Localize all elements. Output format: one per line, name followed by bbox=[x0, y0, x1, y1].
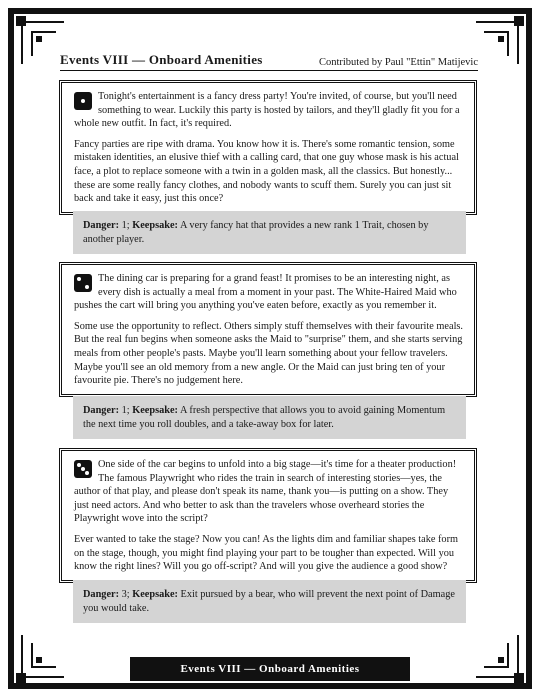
danger-value: 3; bbox=[121, 589, 130, 600]
keepsake-text: A fresh perspective that allows you to avoid gaining Momentum the next time you roll doubles, and a take-away box for later. bbox=[83, 405, 446, 430]
event-card-3 bbox=[59, 448, 477, 583]
danger-label: Danger: bbox=[83, 405, 120, 416]
contributor-credit: Contributed by Paul "Ettin" Matijevic bbox=[318, 57, 478, 68]
footer-banner bbox=[130, 657, 410, 681]
page-title: Events VIII — Onboard Amenities bbox=[60, 52, 263, 67]
keepsake-label: Keepsake: bbox=[132, 405, 178, 416]
event-1-paragraph-1: Tonight's entertainment is a fancy dress party! You're invited, of course, but you'll need something to wear. Luckily this party is hosted by tailors, and they'll gladly fit you for a whole new outfit. In fact, it's required. bbox=[74, 91, 460, 130]
corner-ornament-bottom-right bbox=[468, 627, 530, 689]
keepsake-text: A very fancy hat that provides a new rank 1 Trait, chosen by another player. bbox=[83, 220, 429, 245]
event-2-paragraph-2: Some use the opportunity to reflect. Others simply stuff themselves with their favourite meals. But the real fun begins when someone asks the Maid to "surprise" them, and she starts serving meals from other people's pasts. Maybe you'll learn something about your fellow travelers. Maybe you'll see an old memory from a new angle. Or the Maid can just bring ten of your favourite pie. There's no judgement here. bbox=[74, 320, 464, 387]
die-two-icon bbox=[74, 274, 92, 292]
die-one-icon bbox=[74, 92, 92, 110]
event-3-danger-box bbox=[73, 580, 466, 623]
danger-value: 1; bbox=[121, 405, 130, 416]
danger-label: Danger: bbox=[83, 220, 120, 231]
event-1-paragraph-2: Fancy parties are ripe with drama. You know how it is. There's some romantic tension, some mistaken identities, an elusive thief with a calling card, that one guy whose mask is his actual face, a plot to replace someone with a twin in a golden mask, all the classics. But honestly... these are some really fancy clothes, and nobody wants to scuff them. Surely you can just sit back and take it easy, just this once? bbox=[74, 138, 459, 205]
danger-label: Danger: bbox=[83, 589, 120, 600]
event-2-paragraph-1: The dining car is preparing for a grand feast! It promises to be an interesting night, as every dish is actually a meal from a moment in your past. The White-Haired Maid who pushes the cart will bring you anything you've eaten before, exactly as you remember it. bbox=[74, 273, 457, 312]
keepsake-text: Exit pursued by a bear, who will prevent the next point of Damage you would take. bbox=[83, 589, 455, 614]
danger-value: 1; bbox=[121, 220, 130, 231]
keepsake-label: Keepsake: bbox=[132, 220, 178, 231]
event-3-paragraph-2: Ever wanted to take the stage? Now you can! As the lights dim and familiar shapes take form on the stage, though, you might find playing your part to be tougher than expected. Will you know the right lines? Will you go off-script? And will you give the audience a good show? bbox=[74, 533, 459, 573]
event-card-2 bbox=[59, 262, 477, 397]
event-2-danger-box bbox=[73, 396, 466, 439]
corner-ornament-bottom-left bbox=[10, 627, 72, 689]
event-card-1 bbox=[59, 80, 477, 215]
event-1-danger-box bbox=[73, 211, 466, 254]
event-3-paragraph-1: One side of the car begins to unfold into a big stage—it's time for a theater production! The famous Playwright who rides the train in search of interesting stories—yes, the author of that play, and please don't speak its name, thank you—is putting on a show. They just need actors. And who better to ask than the travelers whose overheard stories the Playwright wove into the script? bbox=[74, 459, 457, 525]
die-three-icon bbox=[74, 460, 92, 478]
keepsake-label: Keepsake: bbox=[132, 589, 178, 600]
page-header bbox=[60, 52, 478, 71]
footer-title: Events VIII — Onboard Amenities bbox=[180, 663, 360, 675]
